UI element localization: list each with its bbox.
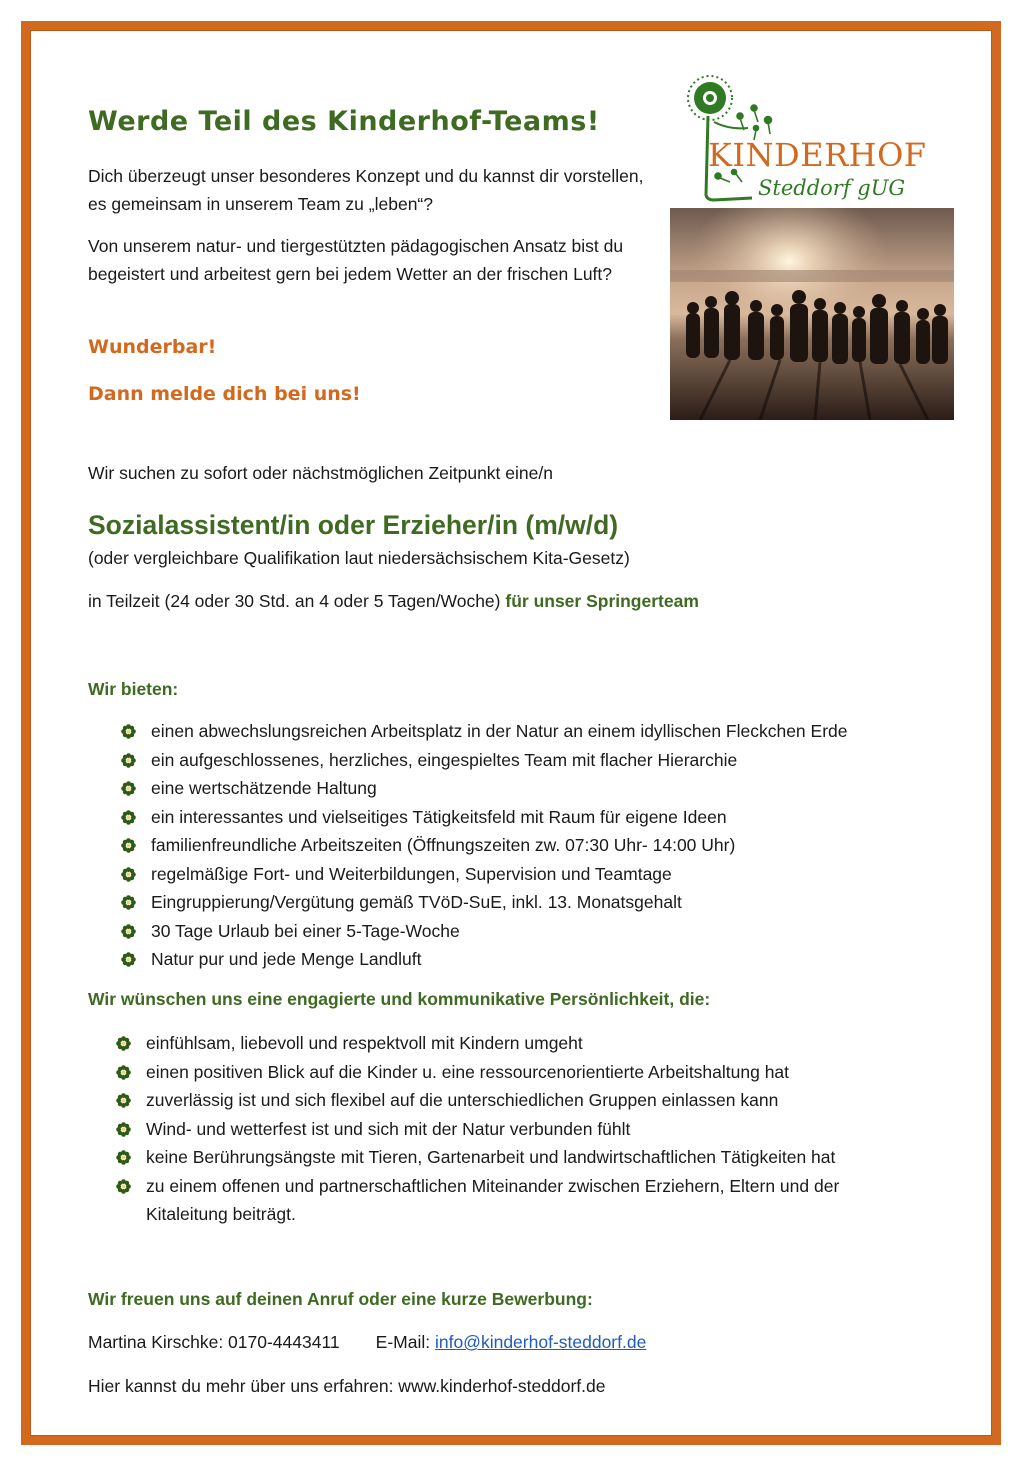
flower-bullet-icon: [121, 810, 136, 825]
wishes-heading: Wir wünschen uns eine engagierte und kommunikative Persönlichkeit, die:: [88, 989, 711, 1009]
list-item: ein aufgeschlossenes, herzliches, eingespieltes Team mit flacher Hierarchie: [121, 746, 848, 775]
flower-bullet-icon: [121, 867, 136, 882]
search-sentence: Wir suchen zu sofort oder nächstmöglichen Zeitpunkt eine/n: [88, 463, 553, 483]
wunderbar-text: Wunderbar!: [88, 336, 217, 358]
list-item: Natur pur und jede Menge Landluft: [121, 945, 848, 974]
flower-bullet-icon: [121, 924, 136, 939]
email-label: E-Mail:: [375, 1332, 431, 1352]
contact-line: [88, 1332, 646, 1353]
list-item: 30 Tage Urlaub bei einer 5-Tage-Woche: [121, 917, 848, 946]
job-title: Sozialassistent/in oder Erzieher/in (m/w/d): [88, 510, 619, 540]
list-item: regelmäßige Fort- und Weiterbildungen, Supervision und Teamtage: [121, 860, 848, 889]
list-item: einen positiven Blick auf die Kinder u. eine ressourcenorientierte Arbeitshaltung hat: [116, 1058, 926, 1087]
logo-subtitle: Steddorf gUG: [758, 176, 906, 200]
flower-bullet-icon: [116, 1150, 131, 1165]
flower-bullet-icon: [116, 1036, 131, 1051]
flower-bullet-icon: [116, 1065, 131, 1080]
intro-paragraph-1: Dich überzeugt unser besonderes Konzept und du kannst dir vorstellen, es gemeinsam in unserem Team zu „leben“?: [88, 166, 644, 214]
list-item: zuverlässig ist und sich flexibel auf die unterschiedlichen Gruppen einlassen kann: [116, 1086, 926, 1115]
flower-bullet-icon: [121, 952, 136, 967]
email-link[interactable]: info@kinderhof-steddorf.de: [434, 1332, 647, 1352]
qualification-note: (oder vergleichbare Qualifikation laut niedersächsischem Kita-Gesetz): [88, 548, 630, 568]
work-hours: [88, 591, 699, 612]
list-item: Eingruppierung/Vergütung gemäß TVöD-SuE, inkl. 13. Monatsgehalt: [121, 888, 848, 917]
list-item: familienfreundliche Arbeitszeiten (Öffnungszeiten zw. 07:30 Uhr- 14:00 Uhr): [121, 831, 848, 860]
list-item: ein interessantes und vielseitiges Tätigkeitsfeld mit Raum für eigene Ideen: [121, 803, 848, 832]
list-item: zu einem offenen und partnerschaftlichen Miteinander zwischen Erziehern, Eltern und der Kitaleitung beiträgt.: [116, 1172, 886, 1229]
call-to-action: Dann melde dich bei uns!: [88, 383, 361, 405]
logo-name: KINDERHOF: [708, 136, 927, 174]
flower-bullet-icon: [116, 1122, 131, 1137]
list-item: keine Berührungsängste mit Tieren, Gartenarbeit und landwirtschaftlichen Tätigkeiten hat: [116, 1143, 926, 1172]
contact-person: Martina Kirschke: 0170-4443411: [88, 1332, 340, 1352]
flower-bullet-icon: [121, 895, 136, 910]
offers-list: [121, 717, 848, 974]
flower-bullet-icon: [116, 1093, 131, 1108]
list-item: Wind- und wetterfest ist und sich mit der Natur verbunden fühlt: [116, 1115, 926, 1144]
offers-heading: Wir bieten:: [88, 679, 179, 699]
flower-bullet-icon: [121, 781, 136, 796]
work-hours-text: in Teilzeit (24 oder 30 Std. an 4 oder 5 Tagen/Woche): [88, 591, 501, 611]
page-title: Werde Teil des Kinderhof-Teams!: [88, 106, 600, 137]
flower-bullet-icon: [116, 1179, 131, 1194]
wishes-list: [116, 1029, 926, 1229]
flower-bullet-icon: [121, 838, 136, 853]
springerteam-text: für unser Springerteam: [505, 591, 699, 611]
kinderhof-logo: [670, 70, 930, 205]
list-item: einen abwechslungsreichen Arbeitsplatz in der Natur an einem idyllischen Fleckchen Erde: [121, 717, 848, 746]
website-note: Hier kannst du mehr über uns erfahren: www.kinderhof-steddorf.de: [88, 1376, 606, 1396]
list-item: eine wertschätzende Haltung: [121, 774, 848, 803]
sunset-group-photo: [670, 208, 954, 420]
page-border: [21, 21, 1001, 1445]
contact-heading: Wir freuen uns auf deinen Anruf oder eine kurze Bewerbung:: [88, 1289, 593, 1309]
list-item: einfühlsam, liebevoll und respektvoll mit Kindern umgeht: [116, 1029, 926, 1058]
flower-bullet-icon: [121, 753, 136, 768]
intro-paragraph-2: Von unserem natur- und tiergestützten pädagogischen Ansatz bist du begeistert und arbeitest gern bei jedem Wetter an der frischen Luft?: [88, 236, 624, 284]
flower-bullet-icon: [121, 724, 136, 739]
